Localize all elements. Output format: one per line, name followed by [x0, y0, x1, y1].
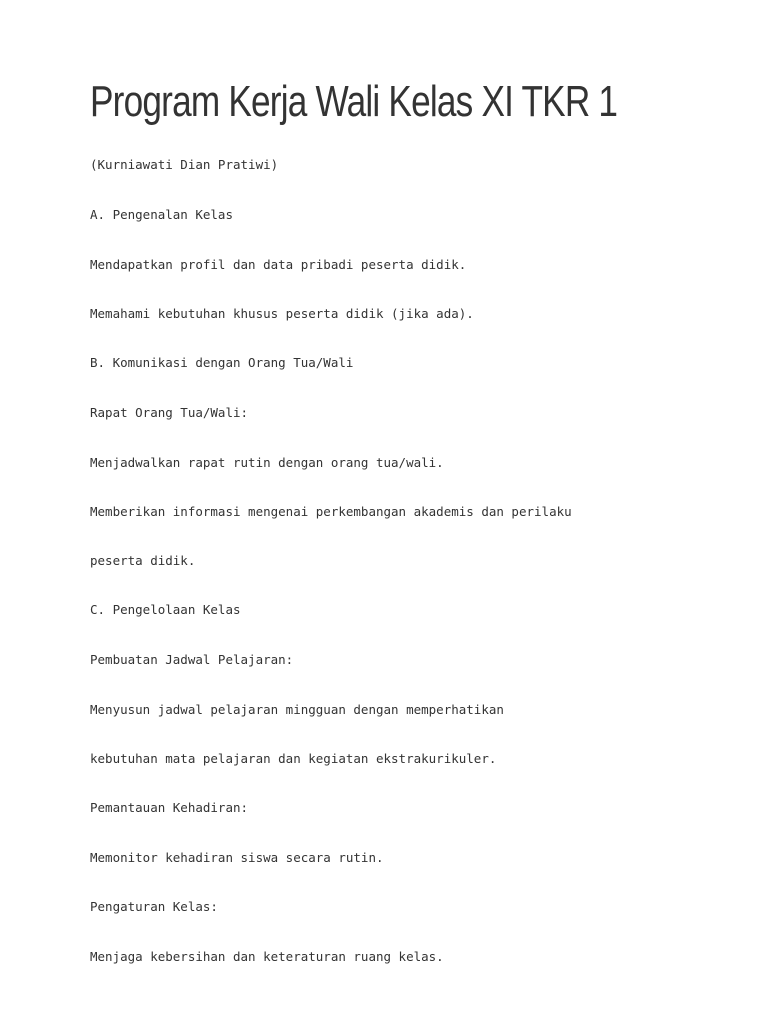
paragraph-line: Menjadwalkan rapat rutin dengan orang tua/wali. — [90, 455, 444, 470]
paragraph-line: Memonitor kehadiran siswa secara rutin. — [90, 850, 384, 865]
paragraph-line: Memahami kebutuhan khusus peserta didik (jika ada). — [90, 306, 474, 321]
section-heading-a: A. Pengenalan Kelas — [90, 207, 233, 222]
section-heading-b: B. Komunikasi dengan Orang Tua/Wali — [90, 355, 354, 370]
subheading-line: Pembuatan Jadwal Pelajaran: — [90, 652, 294, 667]
paragraph-line: Memberikan informasi mengenai perkembangan akademis dan perilaku — [90, 504, 572, 519]
paragraph-line: Menjaga kebersihan dan keteraturan ruang kelas. — [90, 949, 444, 964]
paragraph-line: Mendapatkan profil dan data pribadi peserta didik. — [90, 257, 467, 272]
author-line: (Kurniawati Dian Pratiwi) — [90, 157, 279, 172]
paragraph-line: peserta didik. — [90, 553, 196, 568]
paragraph-line: Menyusun jadwal pelajaran mingguan dengan memperhatikan — [90, 702, 504, 717]
paragraph-line: kebutuhan mata pelajaran dan kegiatan ekstrakurikuler. — [90, 751, 497, 766]
section-heading-c: C. Pengelolaan Kelas — [90, 602, 241, 617]
subheading-line: Pengaturan Kelas: — [90, 899, 218, 914]
subheading-line: Rapat Orang Tua/Wali: — [90, 405, 249, 420]
subheading-line: Pemantauan Kehadiran: — [90, 800, 249, 815]
document-title: Program Kerja Wali Kelas XI TKR 1 — [90, 77, 618, 126]
